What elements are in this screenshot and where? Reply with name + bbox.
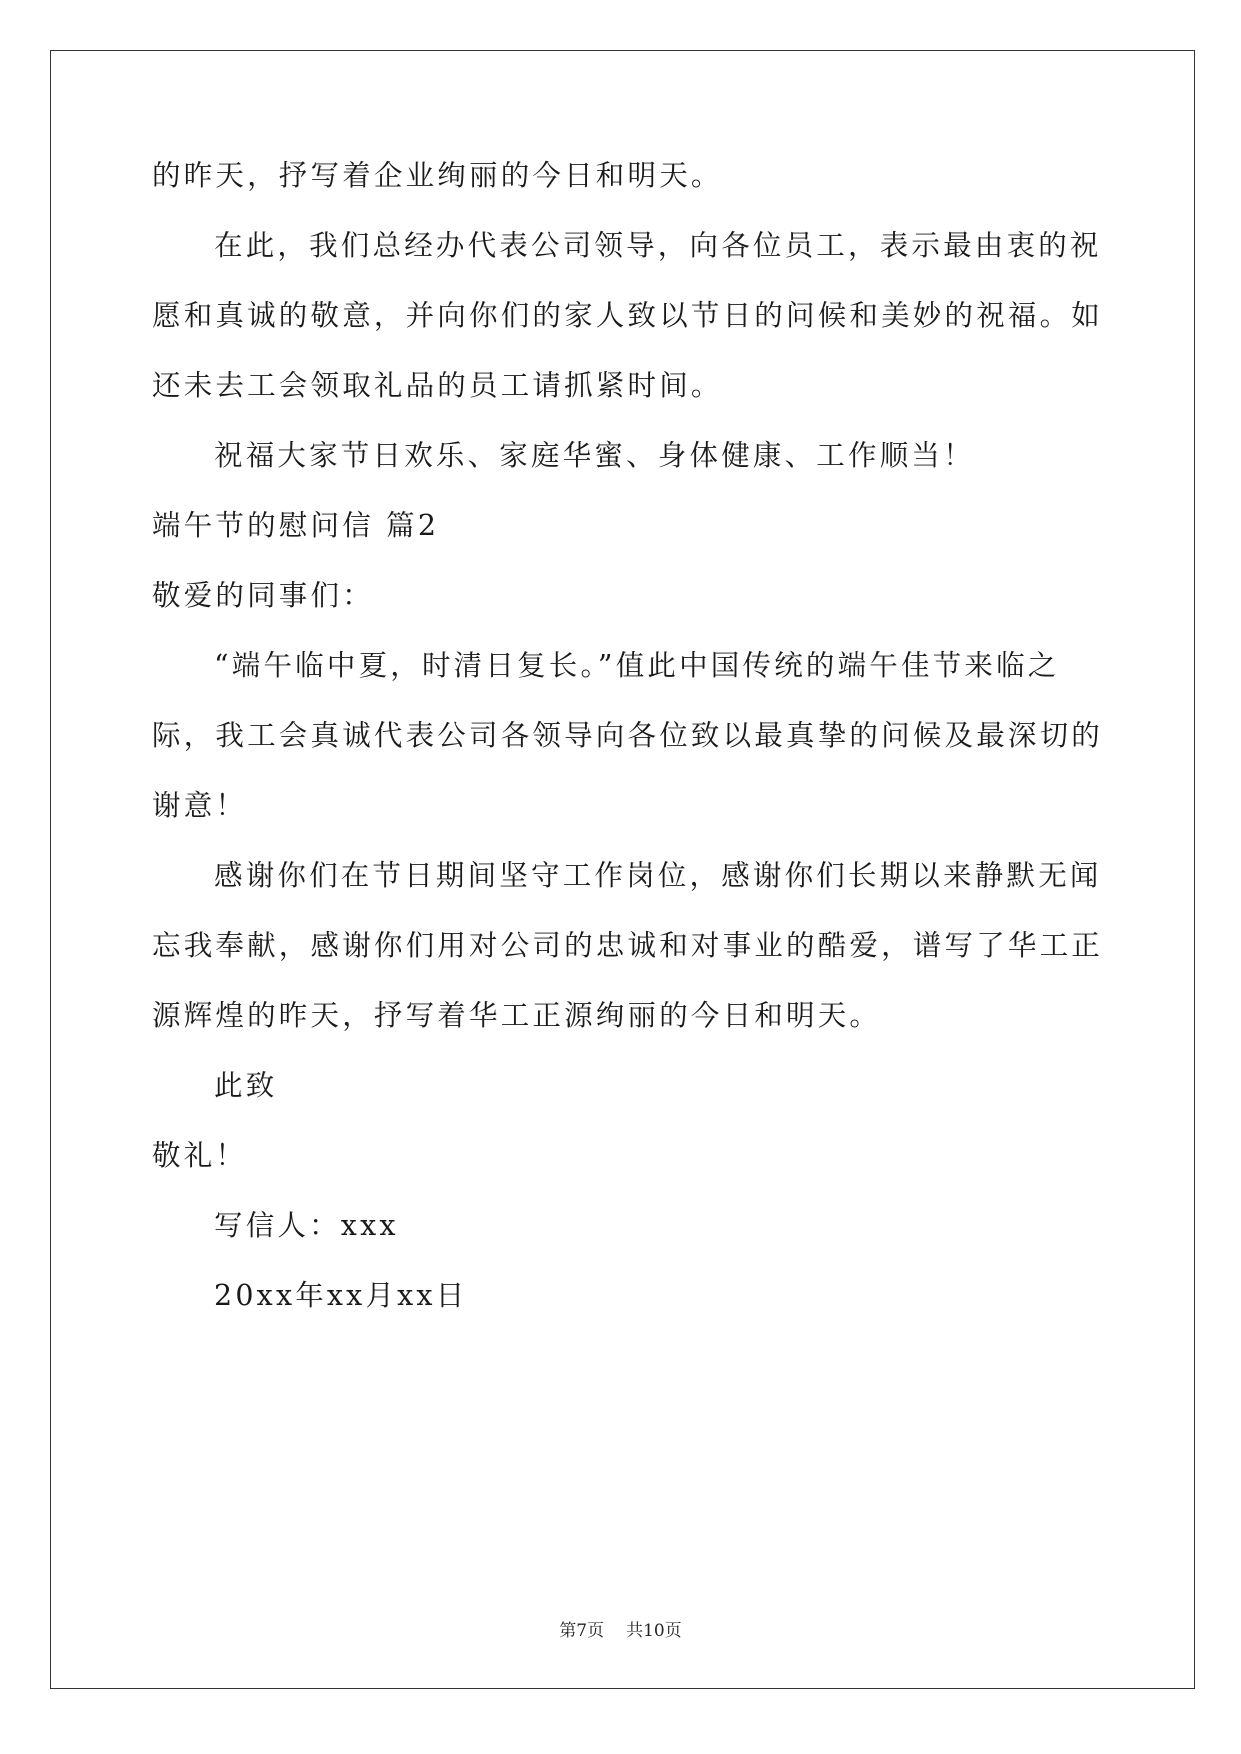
salutation: 敬爱的同事们： (152, 579, 374, 612)
paragraph-line: 源辉煌的昨天，抒写着华工正源绚丽的今日和明天。 (152, 999, 882, 1032)
total-pages-label: 共10页 (626, 1621, 682, 1641)
paragraph-line: 愿和真诚的敬意，并向你们的家人致以节日的问候和美妙的祝福。如 (152, 299, 1104, 332)
sender-name: 写信人：xxx (214, 1209, 399, 1242)
paragraph-line: 际，我工会真诚代表公司各领导向各位致以最真挚的问候及最深切的 (152, 719, 1104, 752)
closing-phrase: 此致 (214, 1069, 278, 1102)
paragraph-line: 还未去工会领取礼品的员工请抓紧时间。 (152, 369, 723, 402)
paragraph-line: 忘我奉献，感谢你们用对公司的忠诚和对事业的酷爱，谱写了华工正 (152, 929, 1104, 962)
paragraph-line: 谢意！ (152, 789, 248, 822)
paragraph-line: 的昨天，抒写着企业绚丽的今日和明天。 (152, 159, 723, 192)
letter-date: 20xx年xx月xx日 (214, 1279, 468, 1312)
current-page-label: 第7页 (559, 1621, 605, 1641)
section-heading: 端午节的慰问信 篇2 (152, 509, 440, 542)
paragraph-line: 在此，我们总经办代表公司领导，向各位员工，表示最由衷的祝 (214, 229, 1102, 262)
page-footer (0, 1623, 1241, 1640)
closing-salute: 敬礼！ (152, 1139, 248, 1172)
paragraph-line: “端午临中夏，时清日复长。”值此中国传统的端午佳节来临之 (214, 649, 1060, 682)
paragraph-line: 祝福大家节日欢乐、家庭华蜜、身体健康、工作顺当！ (214, 439, 975, 472)
paragraph-line: 感谢你们在节日期间坚守工作岗位，感谢你们长期以来静默无闻 (214, 859, 1102, 892)
